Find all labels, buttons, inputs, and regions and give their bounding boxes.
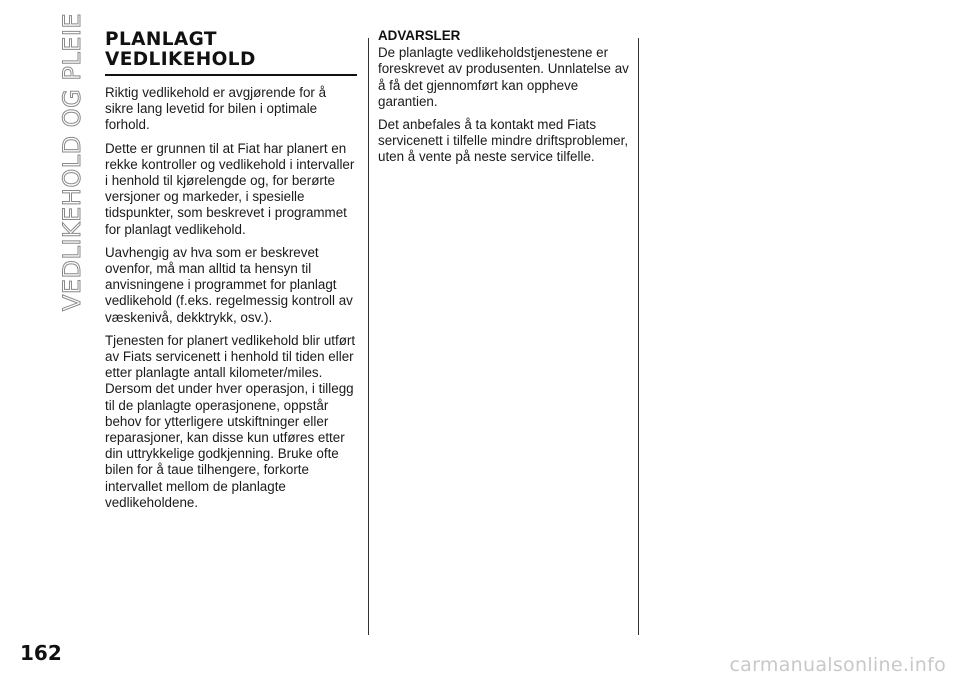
warnings-heading: ADVARSLER <box>378 28 461 43</box>
section-title <box>105 30 357 76</box>
section-title-line-1: PLANLAGT <box>105 29 217 50</box>
right-column <box>378 30 630 173</box>
paragraph-contact-service: Det anbefales å ta kontakt med Fiats servicenett i tilfelle mindre driftsproblemer, uten å vente på neste service tilfelle. <box>378 117 629 165</box>
paragraph-program-instructions: Uavhengig av hva som er beskrevet ovenfor, må man alltid ta hensyn til anvisningene i programmet for planlagt vedlikehold (f.eks. regelmessig kontroll av væskenivå, dekktrykk, osv.). <box>105 244 353 325</box>
section-title-line-2: VEDLIKEHOLD <box>105 49 256 70</box>
paragraph-intro: Riktig vedlikehold er avgjørende for å sikre lang levetid for bilen i optimale forhold. <box>105 85 327 133</box>
paragraph-fiat-intervals: Dette er grunnen til at Fiat har planert en rekke kontroller og vedlikehold i intervaller i henhold til kjørelengde og, for berørte versjoner og markeder, i spesielle tidspunkter, som beskrevet i programmet for planlagt vedlikehold. <box>105 140 355 237</box>
column-divider-2 <box>638 38 639 635</box>
chapter-title-text: VEDLIKEHOLD OG PLEIE <box>58 12 87 312</box>
paragraph-service-network: Tjenesten for planert vedlikehold blir utført av Fiats servicenett i henhold til tiden eller etter planlagte antall kilometer/miles. Dersom det under hver operasjon, i tillegg til de planlagte operasjonene, oppstår behov for ytterligere utskiftninger eller reparasjoner, kan disse kun utføres etter din uttrykkelige godkjenning. Bruke ofte bilen for å taue tilhengere, forkorte intervallet mellom de planlagte vedlikeholdene. <box>105 332 356 510</box>
page-number: 162 <box>20 641 62 665</box>
column-divider-1 <box>368 38 369 635</box>
left-column <box>105 30 357 518</box>
left-column-body <box>105 85 357 511</box>
paragraph-warranty-warning: De planlagte vedlikeholdstjenestene er foreskrevet av produsenten. Unnlatelse av å få det gjennomført kan oppheve garantien. <box>378 45 629 109</box>
site-watermark: carmanualsonline.info <box>729 654 946 676</box>
chapter-side-title <box>52 12 92 312</box>
